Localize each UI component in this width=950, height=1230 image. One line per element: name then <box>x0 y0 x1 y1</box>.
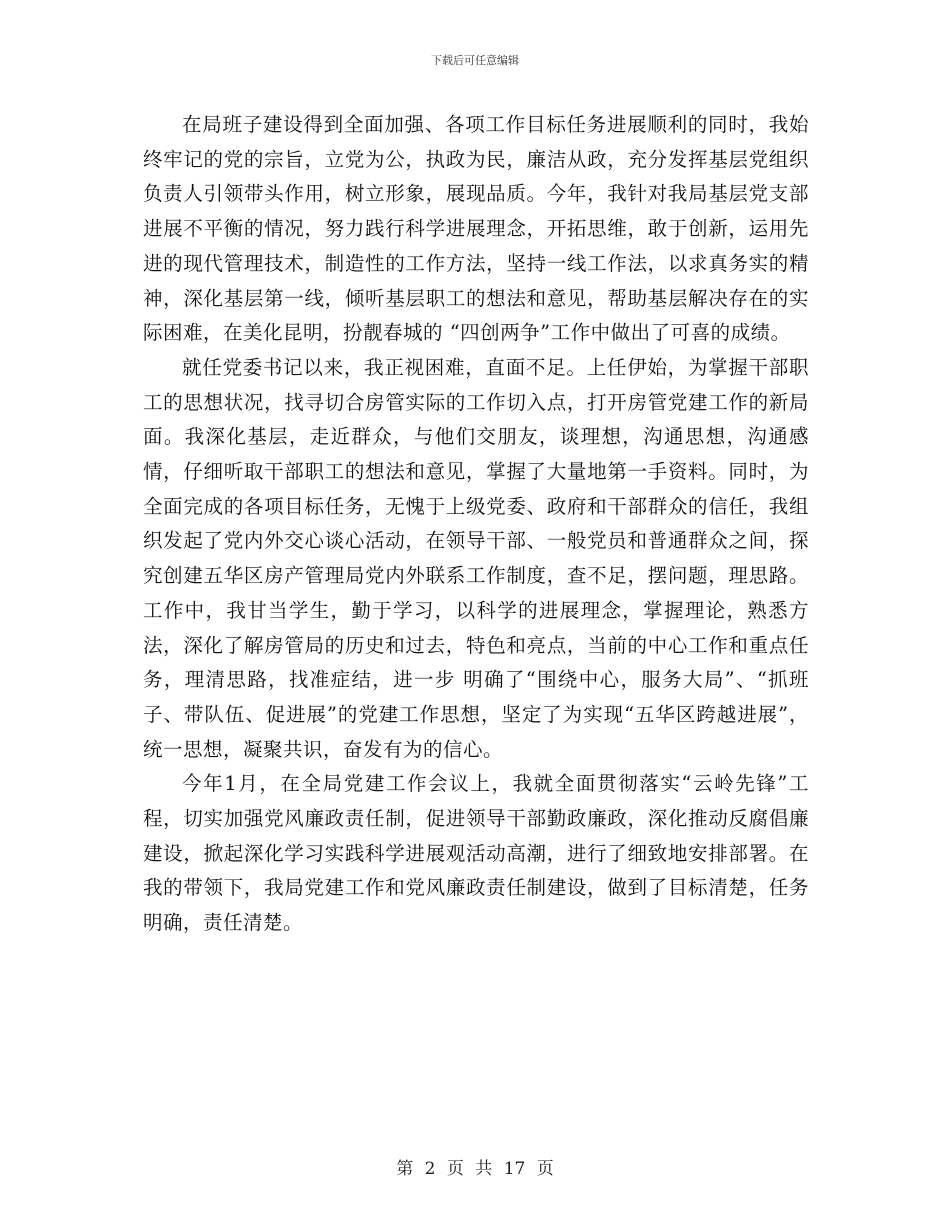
document-body <box>143 108 809 941</box>
paragraph-1: 在局班子建设得到全面加强、各项工作目标任务进展顺利的同时，我始终牢记的党的宗旨，立党为公，执政为民，廉洁从政，充分发挥基层党组织负责人引领带头作用，树立形象，展现品质。今年，我针对我局基层党支部进展不平衡的情况，努力践行科学进展理念，开拓思维，敢于创新，运用先进的现代管理技术，制造性的工作方法，坚持一线工作法，以求真务实的精神，深化基层第一线，倾听基层职工的想法和意见，帮助基层解决存在的实际困难，在美化昆明，扮靓春城的 “四创两争”工作中做出了可喜的成绩。 <box>143 113 809 345</box>
page-number: 第 2 页 共 17 页 <box>396 1159 554 1179</box>
paragraph-2: 就任党委书记以来，我正视困难，直面不足。上任伊始，为掌握干部职工的思想状况，找寻切合房管实际的工作切入点，打开房管党建工作的新局面。我深化基层，走近群众，与他们交朋友，谈理想，沟通思想，沟通感情，仔细听取干部职工的想法和意见，掌握了大量地第一手资料。同时，为全面完成的各项目标任务，无愧于上级党委、政府和干部群众的信任，我组织发起了党内外交心谈心活动，在领导干部、一般党员和普通群众之间，探究创建五华区房产管理局党内外联系工作制度，查不足，摆问题，理思路。工作中，我甘当学生，勤于学习，以科学的进展理念，掌握理论，熟悉方法，深化了解房管局的历史和过去，特色和亮点，当前的中心工作和重点任务，理清思路，找准症结，进一步 明确了“围绕中心，服务大局”、“抓班子、带队伍、促进展”的党建工作思想，坚定了为实现“五华区跨越进展”，统一思想，凝聚共识，奋发有为的信心。 <box>143 355 809 761</box>
paragraph-3: 今年1月，在全局党建工作会议上，我就全面贯彻落实“云岭先锋”工程，切实加强党风廉政责任制，促进领导干部勤政廉政，深化推动反腐倡廉建设，掀起深化学习实践科学进展观活动高潮，进行了细致地安排部署。在我的带领下，我局党建工作和党风廉政责任制建设，做到了目标清楚，任务明确，责任清楚。 <box>143 772 809 935</box>
header-note: 下载后可任意编辑 <box>431 54 519 67</box>
